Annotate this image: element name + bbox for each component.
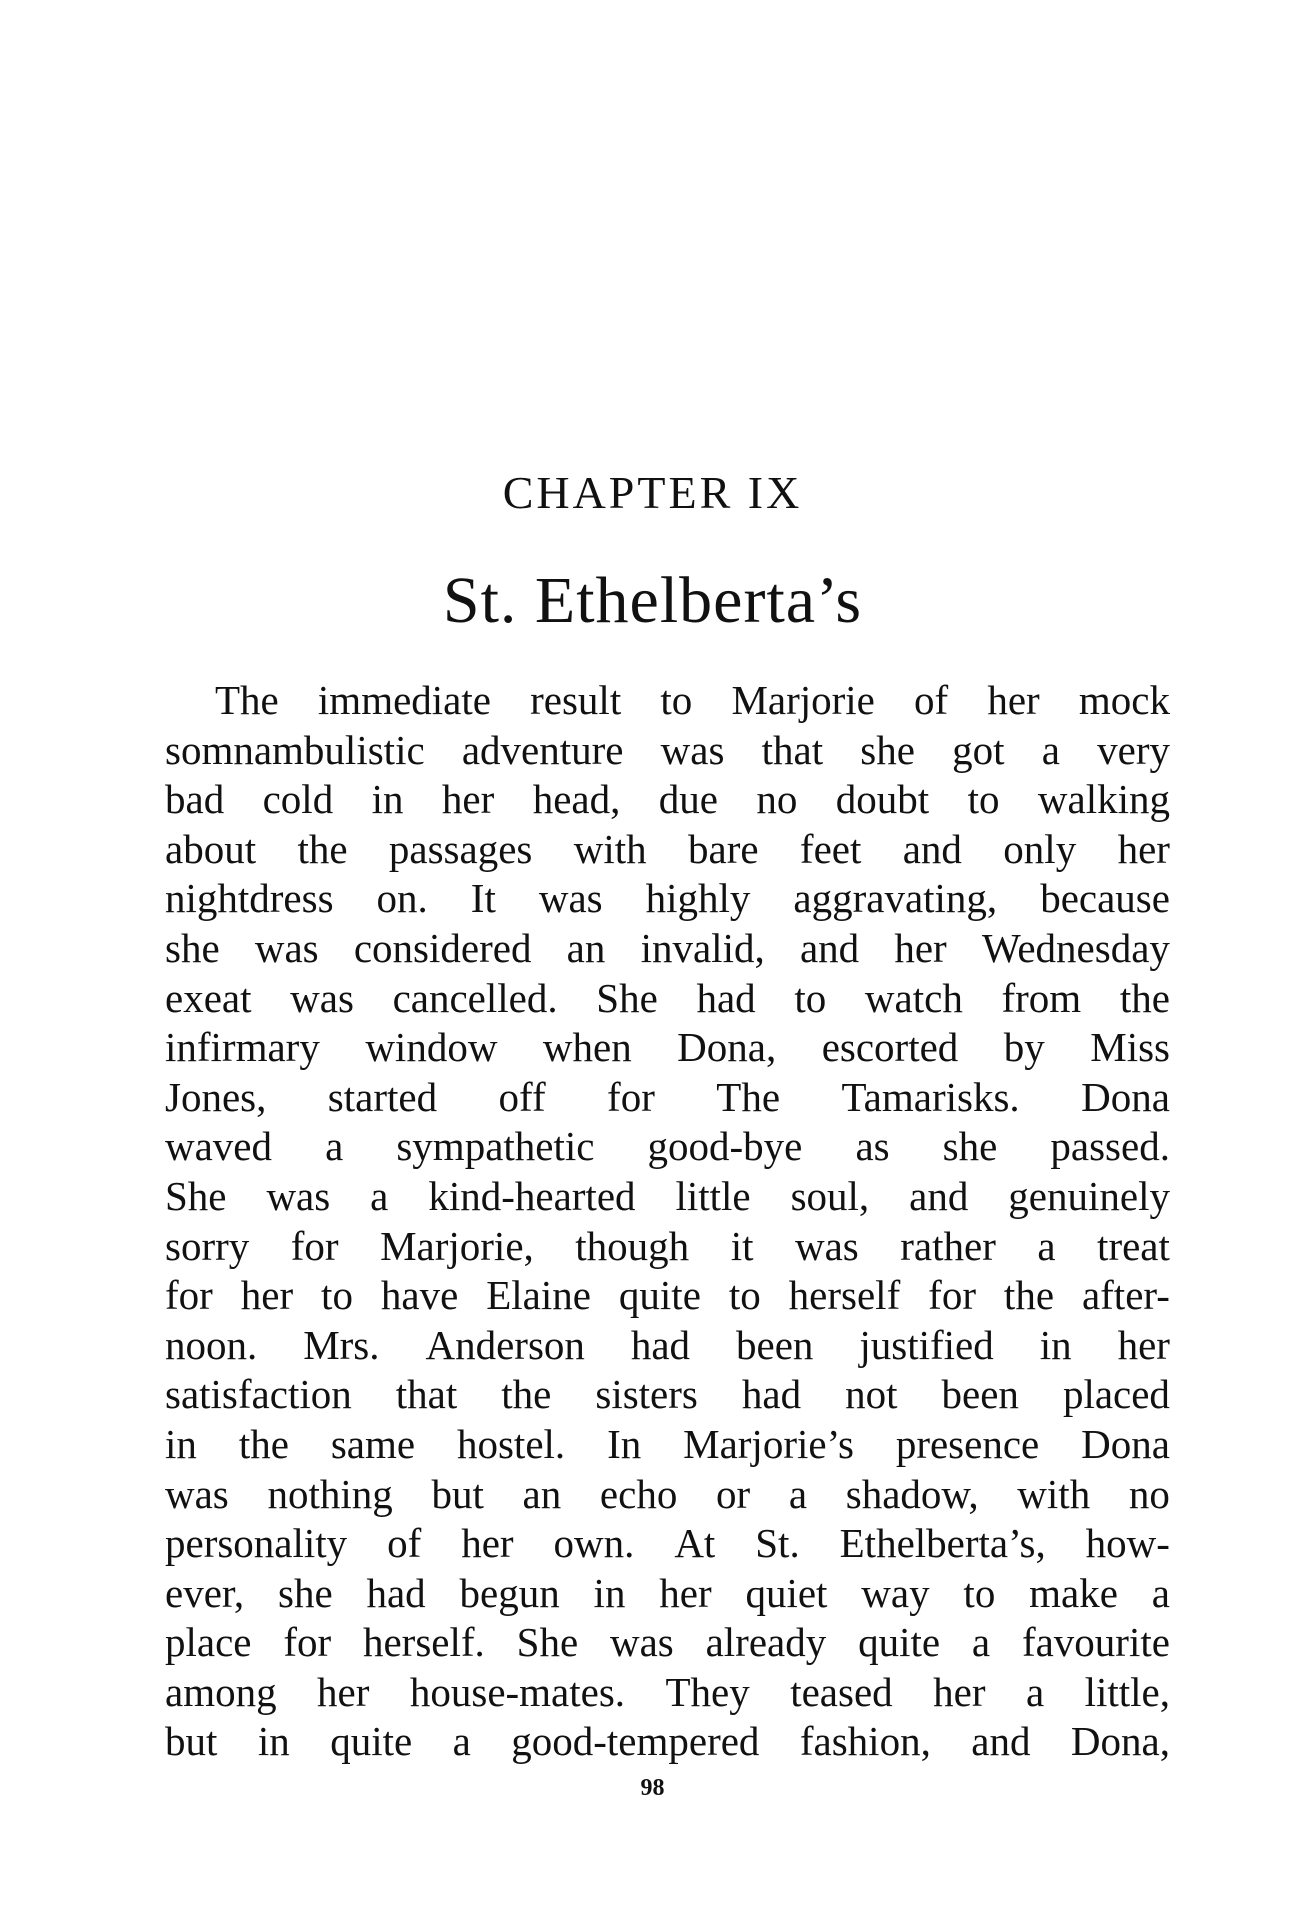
text-line: nightdress on. It was highly aggravating, because (165, 875, 1170, 922)
text-line: bad cold in her head, due no doubt to walking (165, 776, 1170, 823)
chapter-title: St. Ethelberta’s (442, 564, 863, 637)
text-line: waved a sympathetic good-bye as she passed. (165, 1123, 1170, 1170)
text-line: somnambulistic adventure was that she got a very (165, 726, 1170, 773)
text-line: satisfaction that the sisters had not been placed (165, 1371, 1170, 1418)
text-line: place for herself. She was already quite a favourite (165, 1619, 1170, 1666)
body-text (165, 676, 1170, 1767)
text-line: in the same hostel. In Marjorie’s presence Dona (165, 1420, 1170, 1467)
text-line: among her house-mates. They teased her a little, (165, 1668, 1170, 1715)
text-line: Jones, started off for The Tamarisks. Dona (165, 1073, 1170, 1120)
text-line: She was a kind-hearted little soul, and genuinely (165, 1172, 1170, 1219)
text-line: exeat was cancelled. She had to watch from the (165, 974, 1170, 1021)
text-line: The immediate result to Marjorie of her mock (215, 677, 1170, 723)
text-line: about the passages with bare feet and only her (165, 825, 1170, 872)
text-line: ever, she had begun in her quiet way to make a (165, 1569, 1170, 1616)
text-line: but in quite a good-tempered fashion, and Dona, (165, 1718, 1170, 1765)
text-line: sorry for Marjorie, though it was rather a treat (165, 1222, 1170, 1269)
chapter-heading: CHAPTER IX (502, 467, 803, 518)
text-line: she was considered an invalid, and her Wednesday (165, 924, 1170, 971)
text-line: infirmary window when Dona, escorted by Miss (165, 1024, 1170, 1071)
text-line: was nothing but an echo or a shadow, with no (165, 1470, 1170, 1517)
text-line: for her to have Elaine quite to herself for the after- (165, 1272, 1170, 1319)
text-line: personality of her own. At St. Ethelberta’s, how- (165, 1520, 1170, 1567)
text-line: noon. Mrs. Anderson had been justified in her (165, 1321, 1170, 1368)
page-number: 98 (640, 1775, 665, 1801)
